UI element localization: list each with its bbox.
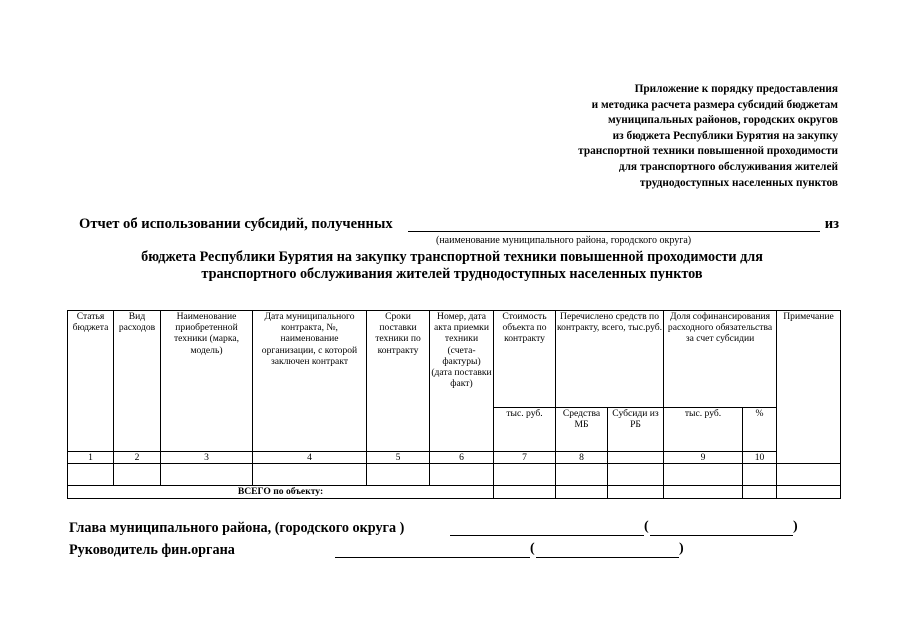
data-cell[interactable] — [777, 464, 841, 486]
appendix-line: и методика расчета размера субсидий бюджетам — [591, 98, 838, 111]
data-cell[interactable] — [494, 464, 556, 486]
header-rb-subsidy: Субсиди из РБ — [608, 408, 664, 452]
head-paren-close: ) — [793, 519, 798, 534]
data-cell[interactable] — [430, 464, 494, 486]
report-title-end: из — [824, 216, 839, 232]
column-number: 9 — [664, 452, 743, 464]
header-expense-type: Вид расходов — [114, 311, 161, 452]
header-share-unit: тыс. руб. — [664, 408, 743, 452]
appendix-line: Приложение к порядку предоставления — [634, 83, 838, 95]
column-number: 3 — [161, 452, 253, 464]
head-signature-line[interactable] — [450, 535, 644, 536]
appendix-line: труднодоступных населенных пунктов — [639, 176, 838, 189]
column-number: 7 — [494, 452, 556, 464]
table-row — [68, 464, 841, 486]
data-cell[interactable] — [68, 464, 114, 486]
header-cost: Стоимость объекта по контракту — [494, 311, 556, 408]
header-budget-article: Статья бюджета — [68, 311, 114, 452]
data-cell[interactable] — [114, 464, 161, 486]
report-title — [79, 216, 839, 236]
header-equipment-name: Наименование приобретенной техники (марка, модель) — [161, 311, 253, 452]
total-cell[interactable] — [743, 486, 777, 499]
report-table — [67, 310, 841, 499]
header-mb-funds: Средства МБ — [556, 408, 608, 452]
column-number: 6 — [430, 452, 494, 464]
column-number: 2 — [114, 452, 161, 464]
column-number — [608, 452, 664, 464]
report-subtitle-line: бюджета Республики Бурятия на закупку транспортной техники повышенной проходимости для — [141, 249, 763, 265]
data-cell[interactable] — [556, 464, 608, 486]
total-cell[interactable] — [556, 486, 608, 499]
report-title-text: Отчет об использовании субсидий, полученных — [79, 216, 393, 232]
header-percent: % — [743, 408, 777, 452]
header-cofinancing-share: Доля софинансирования расходного обязательства за счет субсидии — [664, 311, 777, 408]
report-subtitle — [60, 249, 844, 282]
finance-signature-label: Руководитель фин.органа — [69, 542, 235, 558]
header-cost-unit: тыс. руб. — [494, 408, 556, 452]
total-cell[interactable] — [608, 486, 664, 499]
total-cell[interactable] — [664, 486, 743, 499]
data-cell[interactable] — [608, 464, 664, 486]
header-transferred: Перечислено средств по контракту, всего, тыс.руб. — [556, 311, 664, 408]
header-contract-info: Дата муниципального контракта, №, наименование организации, с которой заключен контракт — [253, 311, 367, 452]
column-number: 10 — [743, 452, 777, 464]
head-signature-label: Глава муниципального района, (городского округа ) — [69, 520, 405, 536]
appendix-line: из бюджета Республики Бурятия на закупку — [612, 129, 838, 142]
column-number: 5 — [367, 452, 430, 464]
total-label: ВСЕГО по объекту: — [68, 486, 494, 499]
column-number: 1 — [68, 452, 114, 464]
header-act-info: Номер, дата акта приемки техники (счета-фактуры) (дата поставки факт) — [430, 311, 494, 452]
data-cell[interactable] — [743, 464, 777, 486]
total-cell[interactable] — [777, 486, 841, 499]
data-cell[interactable] — [664, 464, 743, 486]
appendix-line: транспортной техники повышенной проходимости — [578, 145, 838, 158]
column-number: 8 — [556, 452, 608, 464]
total-row — [68, 486, 841, 499]
column-number: 4 — [253, 452, 367, 464]
appendix-note — [478, 82, 838, 191]
report-subtitle-line: транспортного обслуживания жителей труднодоступных населенных пунктов — [201, 265, 703, 282]
total-cell[interactable] — [494, 486, 556, 499]
data-cell[interactable] — [253, 464, 367, 486]
head-paren-open: ( — [644, 519, 649, 534]
header-delivery-terms: Сроки поставки техники по контракту — [367, 311, 430, 452]
data-cell[interactable] — [367, 464, 430, 486]
municipality-hint: (наименование муниципального района, городского округа) — [436, 235, 692, 246]
header-note: Примечание — [777, 311, 841, 464]
appendix-line: муниципальных районов, городских округов — [607, 114, 838, 127]
municipality-name-blank[interactable] — [408, 231, 820, 232]
data-cell[interactable] — [161, 464, 253, 486]
appendix-line: для транспортного обслуживания жителей — [618, 160, 838, 173]
finance-paren-open: ( — [530, 541, 535, 556]
finance-paren-close: ) — [679, 541, 684, 556]
finance-name-line[interactable] — [536, 557, 679, 558]
head-name-line[interactable] — [650, 535, 793, 536]
finance-signature-line[interactable] — [335, 557, 530, 558]
